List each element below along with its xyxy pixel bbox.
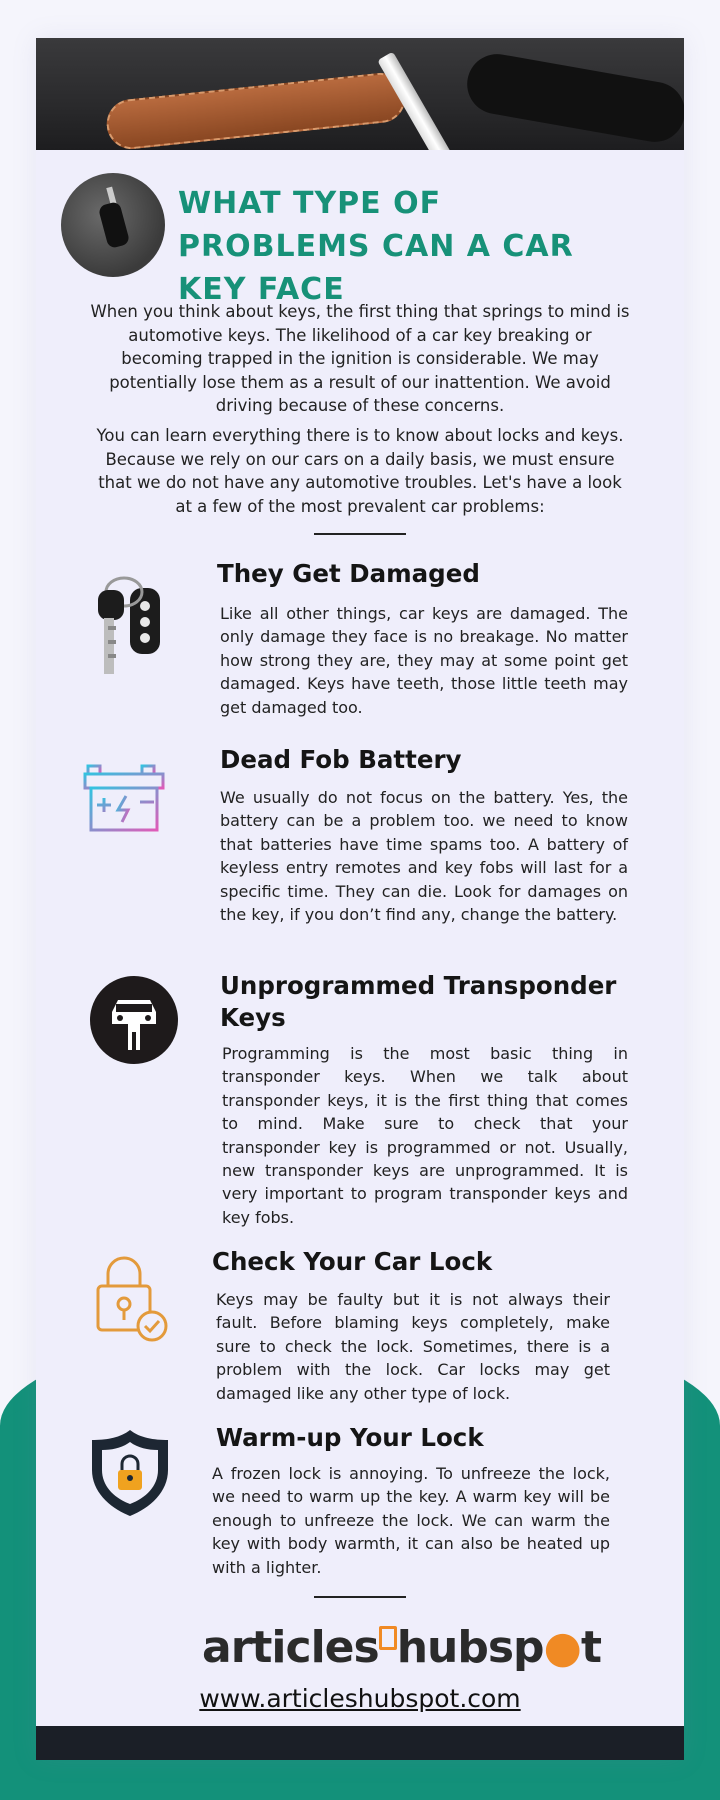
- section-title-warmup: Warm-up Your Lock: [216, 1423, 484, 1452]
- section-title-transponder: Unprogrammed Transponder Keys: [220, 971, 617, 1032]
- car-keys-icon: [84, 570, 184, 682]
- page-title: WHAT TYPE OF PROBLEMS CAN A CAR KEY FACE: [178, 186, 574, 307]
- divider-bottom: [314, 1596, 406, 1598]
- section-body-lock: Keys may be faulty but it is not always their fault. Before blaming keys completely, make sure to check the lock. Sometimes, there is a problem with the lock. Car locks may get damaged like any other type of lock.: [216, 1290, 610, 1403]
- section-body-transponder: Programming is the most basic thing in transponder keys. When we talk about transponder keys, it is the first thing that comes to mind. Make sure to check that your transponder key is programmed or not. Usually, new transponder keys are unprogrammed. It is very important to program transponder keys and key fobs.: [222, 1044, 628, 1227]
- section-body-battery: We usually do not focus on the battery. Yes, the battery can be a problem too. we need to know that batteries have time spams too. A battery of keyless entry remotes and key fobs will last for a specific time. They can die. Look for damages on the key, if you don’t find any, change the battery.: [220, 788, 628, 925]
- divider-top: [314, 533, 406, 535]
- section-title-damaged: They Get Damaged: [217, 559, 480, 588]
- infographic-card: [36, 38, 684, 1760]
- section-title-lock: Check Your Car Lock: [212, 1247, 493, 1276]
- avatar-key-fob: [98, 201, 131, 249]
- brand-logo: [202, 1622, 601, 1682]
- section-body-warmup: A frozen lock is annoying. To unfreeze the lock, we need to warm up the key. A warm key will be enough to unfreeze the lock. We can warm the key with body warmth, it can also be heated up with a lighter.: [212, 1464, 610, 1577]
- padlock-check-icon: [92, 1252, 170, 1346]
- key-fob-image: [462, 49, 684, 146]
- logo-doc-icon: [379, 1626, 397, 1650]
- car-key-circle-icon: [90, 976, 178, 1064]
- intro-paragraph-2: You can learn everything there is to know about locks and keys. Because we rely on our cars on a daily basis, we must ensure that we do not have any automotive troubles. Let's have a look at a few of the most prevalent car problems:: [96, 426, 624, 516]
- logo-text-left: articles: [202, 1622, 379, 1673]
- website-link[interactable]: www.articleshubspot.com: [199, 1684, 521, 1713]
- logo-text-right: hubsp: [396, 1622, 544, 1673]
- battery-icon: [82, 752, 168, 836]
- shield-lock-icon: [88, 1426, 172, 1518]
- car-key-avatar: [61, 173, 165, 277]
- intro-paragraph-1: When you think about keys, the first thing that springs to mind is automotive keys. The likelihood of a car key breaking or becoming trapped in the ignition is considerable. We may potentially lose them as a result of our inattention. We avoid driving because of these concerns.: [90, 302, 630, 415]
- hero-image: [36, 38, 684, 150]
- card-footer-bar: [36, 1726, 684, 1760]
- logo-text-end: t: [580, 1622, 601, 1673]
- section-body-damaged: Like all other things, car keys are damaged. The only damage they face is no breakage. No matter how strong they are, they may at some point get damaged. Keys have teeth, those little teeth may get damaged too.: [220, 604, 628, 717]
- leather-strap-image: [104, 70, 408, 150]
- section-title-battery: Dead Fob Battery: [220, 745, 462, 774]
- logo-pin-icon: ●: [543, 1622, 581, 1673]
